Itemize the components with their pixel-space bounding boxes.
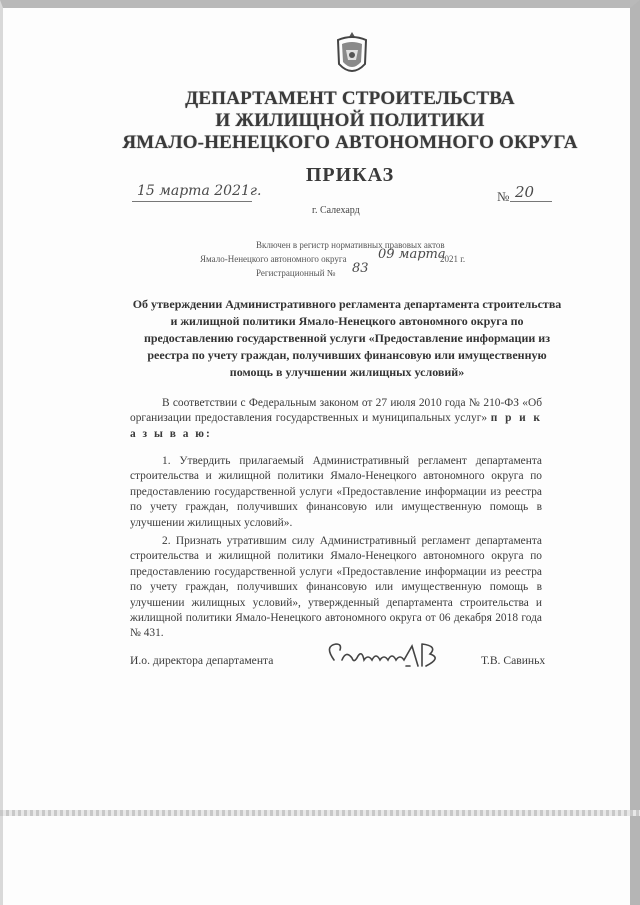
order-number-label: № — [497, 189, 510, 204]
coat-of-arms-icon — [332, 30, 372, 82]
signatory-title: И.о. директора департамента — [130, 654, 274, 667]
registration-line2-prefix: Ямало-Ненецкого автономного округа — [200, 254, 347, 264]
registration-date: 09 марта — [378, 247, 446, 262]
department-name-line2: И ЖИЛИЩНОЙ ПОЛИТИКИ — [215, 110, 485, 131]
department-name-line1: ДЕПАРТАМЕНТ СТРОИТЕЛЬСТВА — [185, 88, 515, 109]
intro-text: В соответствии с Федеральным законом от 27 июля 2010 года № 210-ФЗ «Об организации предоставления государственных и муниципальных услуг» — [130, 397, 542, 425]
order-date: 15 марта 2021г. — [137, 183, 262, 199]
item-2: 2. Признать утратившим силу Административный регламент департамента строительства и жилищной политики Ямало-Ненецкого автономного округа по предоставлению государственной услуги «Предоставление информации из реестра по учету граждан, получивших финансовую или имущественную помощь в улучшении жилищных условий», утвержденный департамента строительства и жилищной политики Ямало-Ненецкого автономного округа от 06 декабря 2018 года № 431. — [130, 535, 542, 640]
item-1: 1. Утвердить прилагаемый Административный регламент департамента строительства и жилищной политики Ямало-Ненецкого автономного округа по предоставлению государственной услуги «Предоставление информации из реестра по учету граждан, получивших финансовую или имущественную помощь в улучшении жилищных условий». — [130, 455, 542, 529]
date-underline — [132, 201, 252, 202]
handwritten-signature — [322, 636, 462, 676]
order-subject: Об утверждении Административного регламента департамента строительства и жилищной политики Ямало-Ненецкого автономного округа по предоставлению государственной услуги «Предоставление информации из реестра по учету граждан, получивших финансовую или имущественную помощь в улучшении жилищных условий» — [132, 297, 562, 379]
order-number: 20 — [515, 183, 535, 201]
document-title: ПРИКАЗ — [305, 164, 395, 186]
number-underline — [510, 201, 552, 202]
scan-edge-line — [0, 810, 640, 816]
registration-year: 2021 г. — [440, 254, 466, 264]
registration-number: 83 — [352, 261, 369, 276]
city: г. Салехард — [312, 205, 360, 216]
intro-command: п р и к а з ы в а ю: — [130, 412, 542, 440]
registration-number-label: Регистрационный № — [256, 268, 336, 278]
signatory-name: Т.В. Савиньх — [481, 654, 546, 667]
intro-paragraph — [130, 396, 542, 442]
department-name-line3: ЯМАЛО-НЕНЕЦКОГО АВТОНОМНОГО ОКРУГА — [122, 132, 578, 153]
registration-line1: Включен в регистр нормативных правовых актов — [256, 240, 445, 250]
